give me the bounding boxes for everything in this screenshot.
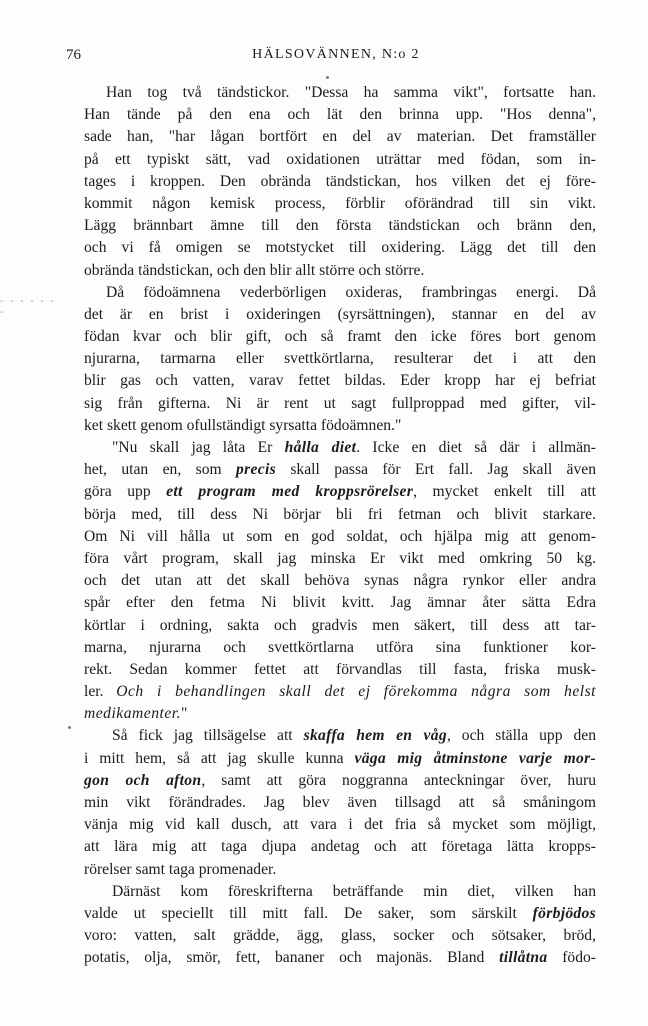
text-line: potatis, olja, smör, fett, bananer och majonäs. Bland tillåtna födo- bbox=[84, 949, 596, 967]
text-line: Om Ni vill hålla ut som en god soldat, och hjälpa mig att genom- bbox=[84, 527, 596, 545]
text-line: och det utan att det skall behöva synas några rynkor eller andra bbox=[84, 572, 596, 590]
text-line: ler. Och i behandlingen skall det ej förekomma några som helst bbox=[84, 683, 596, 701]
text-line: Han tog två tändstickor. "Dessa ha samma vikt", fortsatte han. bbox=[106, 84, 596, 101]
text-line: Då födoämnena vederbörligen oxideras, frambringas energi. Då bbox=[106, 283, 596, 301]
text-line: njurarna, tarmarna eller svettkörtlarna, resulterar det i att den bbox=[84, 350, 596, 368]
text-line: min vikt förändrades. Jag blev även tillsagd att så småningom bbox=[84, 794, 596, 811]
text-line: blir gas och vatten, varav fettet bildas. Eder kropp har ej befriat bbox=[84, 372, 596, 390]
text-line: födan kvar och blir gift, och så framt den icke föres bort genom bbox=[84, 328, 596, 346]
text-line: ket skett genom ofullständigt syrsatta födoämnen." bbox=[84, 416, 402, 434]
emphasis: ett program med kroppsrörelser bbox=[166, 483, 414, 501]
text-line: het, utan en, som precis skall passa för Ert fall. Jag skall även bbox=[84, 461, 596, 479]
text-line: kommit någon kemisk process, förblir oförändrad till sin vikt. bbox=[84, 194, 596, 212]
text-line: sig från gifterna. Ni är rent ut sagt fullproppad med gifter, vil- bbox=[84, 394, 596, 412]
text-line: och vi få omigen se motstycket till oxidering. Lägg det till den bbox=[84, 239, 596, 257]
text-line: i mitt hem, så att jag skulle kunna väga mig åtminstone varje mor- bbox=[84, 749, 596, 767]
emphasis: Och i behandlingen skall det ej förekomma några som helst bbox=[116, 683, 596, 701]
text-line: föra vårt program, skall jag minska Er vikt med omkring 50 kg. bbox=[84, 549, 596, 567]
body-text bbox=[84, 82, 596, 970]
text-line: sade han, "har lågan bortfört en del av materian. Det framställer bbox=[84, 128, 596, 146]
emphasis: medikamenter. bbox=[84, 705, 182, 723]
emphasis: precis bbox=[236, 461, 276, 479]
text-line: voro: vatten, salt grädde, ägg, glass, socker och sötsaker, bröd, bbox=[84, 927, 596, 945]
text-line: "Nu skall jag låta Er hålla diet. Icke en diet så där i allmän- bbox=[112, 439, 596, 456]
running-title: HÄLSOVÄNNEN, N:o 2 bbox=[252, 47, 420, 62]
text-line: gon och afton, samt att göra noggranna anteckningar över, huru bbox=[84, 771, 596, 789]
text-line: det är en brist i oxideringen (syrsättningen), stannar en del av bbox=[84, 305, 596, 323]
emphasis: skaffa hem en våg bbox=[303, 727, 447, 745]
text-line: vänja mig vid kall dusch, att vara i det fria så mycket som möjligt, bbox=[84, 816, 596, 834]
text-line: tages i kroppen. Den obrända tändstickan, hos vilken det ej före- bbox=[84, 172, 596, 190]
text-line: rörelser samt taga promenader. bbox=[84, 860, 277, 878]
emphasis: förbjödos bbox=[532, 904, 596, 922]
text-line: Därnäst kom föreskrifterna beträffande min diet, vilken han bbox=[112, 882, 596, 900]
text-line: göra upp ett program med kroppsrörelser, mycket enkelt till att bbox=[84, 483, 596, 501]
emphasis: tillåtna bbox=[499, 949, 548, 967]
text-line: marna, njurarna och svettkörtlarna utföra sina funktioner kor- bbox=[84, 638, 596, 656]
text-line: Så fick jag tillsägelse att skaffa hem en våg, och ställa upp den bbox=[112, 727, 596, 745]
text-line: medikamenter." bbox=[84, 705, 188, 723]
text-line: Han tände på den ena och lät den brinna upp. "Hos denna", bbox=[84, 106, 596, 124]
text-line: börja med, till dess Ni börjar bli fri fetman och blivit starkare. bbox=[84, 505, 596, 523]
text-line: att lära mig att taga djupa andetag och att företaga lätta kropps- bbox=[84, 838, 596, 856]
text-line: rekt. Sedan kommer fettet att förvandlas till fasta, friska musk- bbox=[84, 660, 596, 678]
emphasis: hålla diet bbox=[284, 439, 357, 456]
text-line: körtlar i ordning, sakta och gradvis men säkert, till dess att tar- bbox=[84, 616, 596, 634]
text-line: obrända tändstickan, och den blir allt större och större. bbox=[84, 261, 425, 279]
page-header bbox=[66, 47, 606, 69]
emphasis: väga mig åtminstone varje mor- bbox=[354, 749, 596, 767]
text-line: på ett typiskt sätt, vad oxidationen uträttar med födan, som in- bbox=[84, 150, 596, 168]
ink-speck bbox=[68, 726, 71, 729]
margin-marks: - - - - - - - bbox=[0, 296, 56, 318]
text-line: Lägg brännbart ämne till den första tändstickan och bränn den, bbox=[84, 217, 596, 235]
page-number: 76 bbox=[66, 47, 81, 63]
ink-speck bbox=[326, 76, 329, 79]
text-line: spår efter den fetma Ni blivit kvitt. Jag ämnar åter sätta Edra bbox=[84, 594, 596, 612]
text-line: valde ut speciellt till mitt fall. De saker, som särskilt förbjödos bbox=[84, 904, 596, 922]
emphasis: gon och afton bbox=[84, 771, 202, 789]
